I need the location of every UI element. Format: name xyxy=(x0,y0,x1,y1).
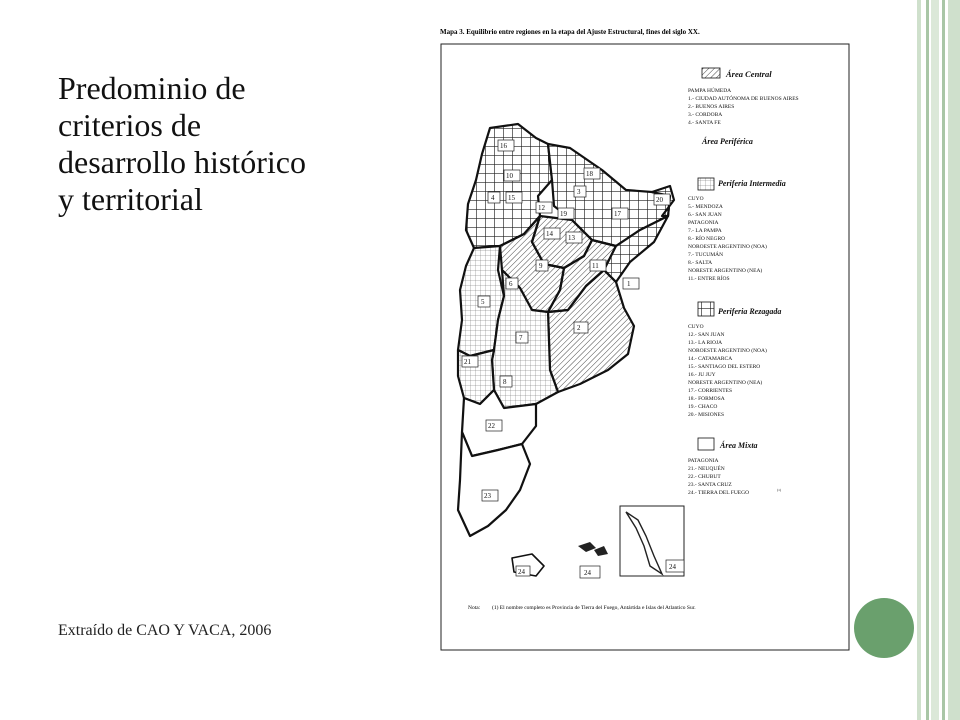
svg-text:22: 22 xyxy=(488,422,495,430)
title-line: Predominio de xyxy=(58,70,246,106)
legend-item: NORESTE ARGENTINO (NEA) xyxy=(688,380,763,386)
svg-text:24: 24 xyxy=(518,568,525,576)
decorative-stripe xyxy=(917,0,921,720)
svg-text:7: 7 xyxy=(519,334,523,342)
decorative-stripe xyxy=(948,0,960,720)
legend-item: 19.- CHACO xyxy=(688,404,718,410)
legend-item: 17.- CORRIENTES xyxy=(688,388,732,394)
svg-text:3: 3 xyxy=(577,188,581,196)
map-caption: Mapa 3. Equilibrio entre regiones en la etapa del Ajuste Estructural, fines del siglo XX. xyxy=(440,28,700,36)
legend-item: 2.- BUENOS AIRES xyxy=(688,104,735,110)
svg-text:2: 2 xyxy=(577,324,581,332)
legend-item: 8.- RÍO NEGRO xyxy=(688,236,726,242)
legend-item: 20.- MISIONES xyxy=(688,412,725,418)
decorative-stripe xyxy=(926,0,929,720)
legend-item: 5.- MENDOZA xyxy=(688,204,723,210)
region-label xyxy=(580,566,600,578)
region-label xyxy=(462,356,478,367)
decorative-stripe xyxy=(931,0,939,720)
legend-item: 11.- ENTRE RÍOS xyxy=(688,276,730,282)
region-label xyxy=(584,168,600,179)
region-label xyxy=(536,260,548,271)
legend-swatch-intermedia xyxy=(698,178,714,190)
svg-text:18: 18 xyxy=(586,170,593,178)
legend-swatch-rezagada xyxy=(698,302,714,316)
svg-text:20: 20 xyxy=(656,196,663,204)
region-label xyxy=(574,322,588,333)
region-label xyxy=(478,296,490,307)
map-note-label: Nota: xyxy=(468,605,481,611)
svg-text:1: 1 xyxy=(627,280,631,288)
legend-item: 23.- SANTA CRUZ xyxy=(688,482,732,488)
region-label xyxy=(506,278,518,289)
legend-item: 16.- JU JUY xyxy=(688,372,716,378)
region-label xyxy=(544,228,560,239)
region-label xyxy=(558,208,574,219)
title-line: criterios de xyxy=(58,107,202,143)
legend-item: NOROESTE ARGENTINO (NOA) xyxy=(688,348,767,354)
region-label xyxy=(504,170,520,181)
region-label xyxy=(574,186,586,197)
legend-item: 18.- FORMOSA xyxy=(688,396,725,402)
slide-title xyxy=(58,70,418,218)
legend-item: 22.- CHUBUT xyxy=(688,474,721,480)
legend-swatch-central xyxy=(702,68,720,78)
region-label xyxy=(623,278,639,289)
legend-item: 4.- SANTA FE xyxy=(688,120,721,126)
svg-text:13: 13 xyxy=(568,234,575,242)
region-label xyxy=(536,202,552,213)
svg-text:14: 14 xyxy=(546,230,553,238)
legend-heading-mixta: Área Mixta xyxy=(720,441,758,450)
region-label xyxy=(486,420,502,431)
map-note-text: (1) El nombre completo es Provincia de Tierra del Fuego, Antártida e Islas del Atlantico Sur. xyxy=(492,605,696,611)
svg-text:19: 19 xyxy=(560,210,567,218)
region-label xyxy=(482,490,498,501)
svg-text:17: 17 xyxy=(614,210,621,218)
svg-text:4: 4 xyxy=(491,194,495,202)
region-label xyxy=(590,260,606,271)
legend-item: 13.- LA RIOJA xyxy=(688,340,723,346)
legend-footnote-mark: (1) xyxy=(777,488,782,492)
title-line: y territorial xyxy=(58,181,203,217)
svg-text:24: 24 xyxy=(584,569,591,577)
region-label xyxy=(566,232,582,243)
legend-item: 14.- CATAMARCA xyxy=(688,356,733,362)
svg-text:12: 12 xyxy=(538,204,545,212)
svg-text:11: 11 xyxy=(592,262,599,270)
accent-circle xyxy=(854,598,914,658)
legend-item: NOROESTE ARGENTINO (NOA) xyxy=(688,244,767,250)
region-label xyxy=(500,376,512,387)
region-label xyxy=(506,192,522,203)
svg-text:23: 23 xyxy=(484,492,491,500)
legend-item: 12.- SAN JUAN xyxy=(688,332,725,338)
legend-heading-periferica: Área Periférica xyxy=(702,137,753,146)
region-label xyxy=(498,140,514,151)
legend-item: 6.- SAN JUAN xyxy=(688,212,722,218)
argentina-map-figure xyxy=(440,20,850,652)
legend-item: 24.- TIERRA DEL FUEGO xyxy=(688,490,750,496)
svg-text:15: 15 xyxy=(508,194,515,202)
svg-text:8: 8 xyxy=(503,378,507,386)
legend-item: 7.- LA PAMPA xyxy=(688,228,722,234)
source-credit: Extraído de CAO Y VACA, 2006 xyxy=(58,622,272,639)
region-label xyxy=(488,192,500,203)
legend-item: PATAGONIA xyxy=(688,220,719,226)
legend-heading-intermedia: Periferia Intermedia xyxy=(718,179,786,188)
legend-subheading: PAMPA HÚMEDA xyxy=(688,88,732,94)
legend-item: CUYO xyxy=(688,324,704,330)
legend-swatch-mixta xyxy=(698,438,714,450)
legend-heading-central: Área Central xyxy=(726,69,772,79)
svg-text:21: 21 xyxy=(464,358,471,366)
legend-item: 8.- SALTA xyxy=(688,260,713,266)
svg-text:9: 9 xyxy=(539,262,543,270)
legend-item: PATAGONIA xyxy=(688,458,719,464)
legend-item: 3.- CORDOBA xyxy=(688,112,723,118)
legend-item: 7.- TUCUMÁN xyxy=(688,252,724,258)
region-label xyxy=(666,560,684,572)
region-label xyxy=(516,332,528,343)
legend-item: CUYO xyxy=(688,196,704,202)
legend-item: NORESTE ARGENTINO (NEA) xyxy=(688,268,763,274)
svg-text:24: 24 xyxy=(669,563,676,571)
region-label xyxy=(612,208,628,219)
decorative-stripe xyxy=(942,0,945,720)
legend-heading-rezagada: Periferia Rezagada xyxy=(718,307,782,316)
svg-text:16: 16 xyxy=(500,142,507,150)
svg-text:5: 5 xyxy=(481,298,485,306)
legend-item: 1.- CIUDAD AUTÓNOMA DE BUENOS AIRES xyxy=(688,96,799,102)
legend-item: 15.- SANTIAGO DEL ESTERO xyxy=(688,364,761,370)
legend-item: 21.- NEUQUÉN xyxy=(688,466,725,472)
svg-text:6: 6 xyxy=(509,280,513,288)
region-label xyxy=(516,566,530,576)
region-label xyxy=(654,194,670,205)
title-line: desarrollo histórico xyxy=(58,144,306,180)
svg-text:10: 10 xyxy=(506,172,513,180)
